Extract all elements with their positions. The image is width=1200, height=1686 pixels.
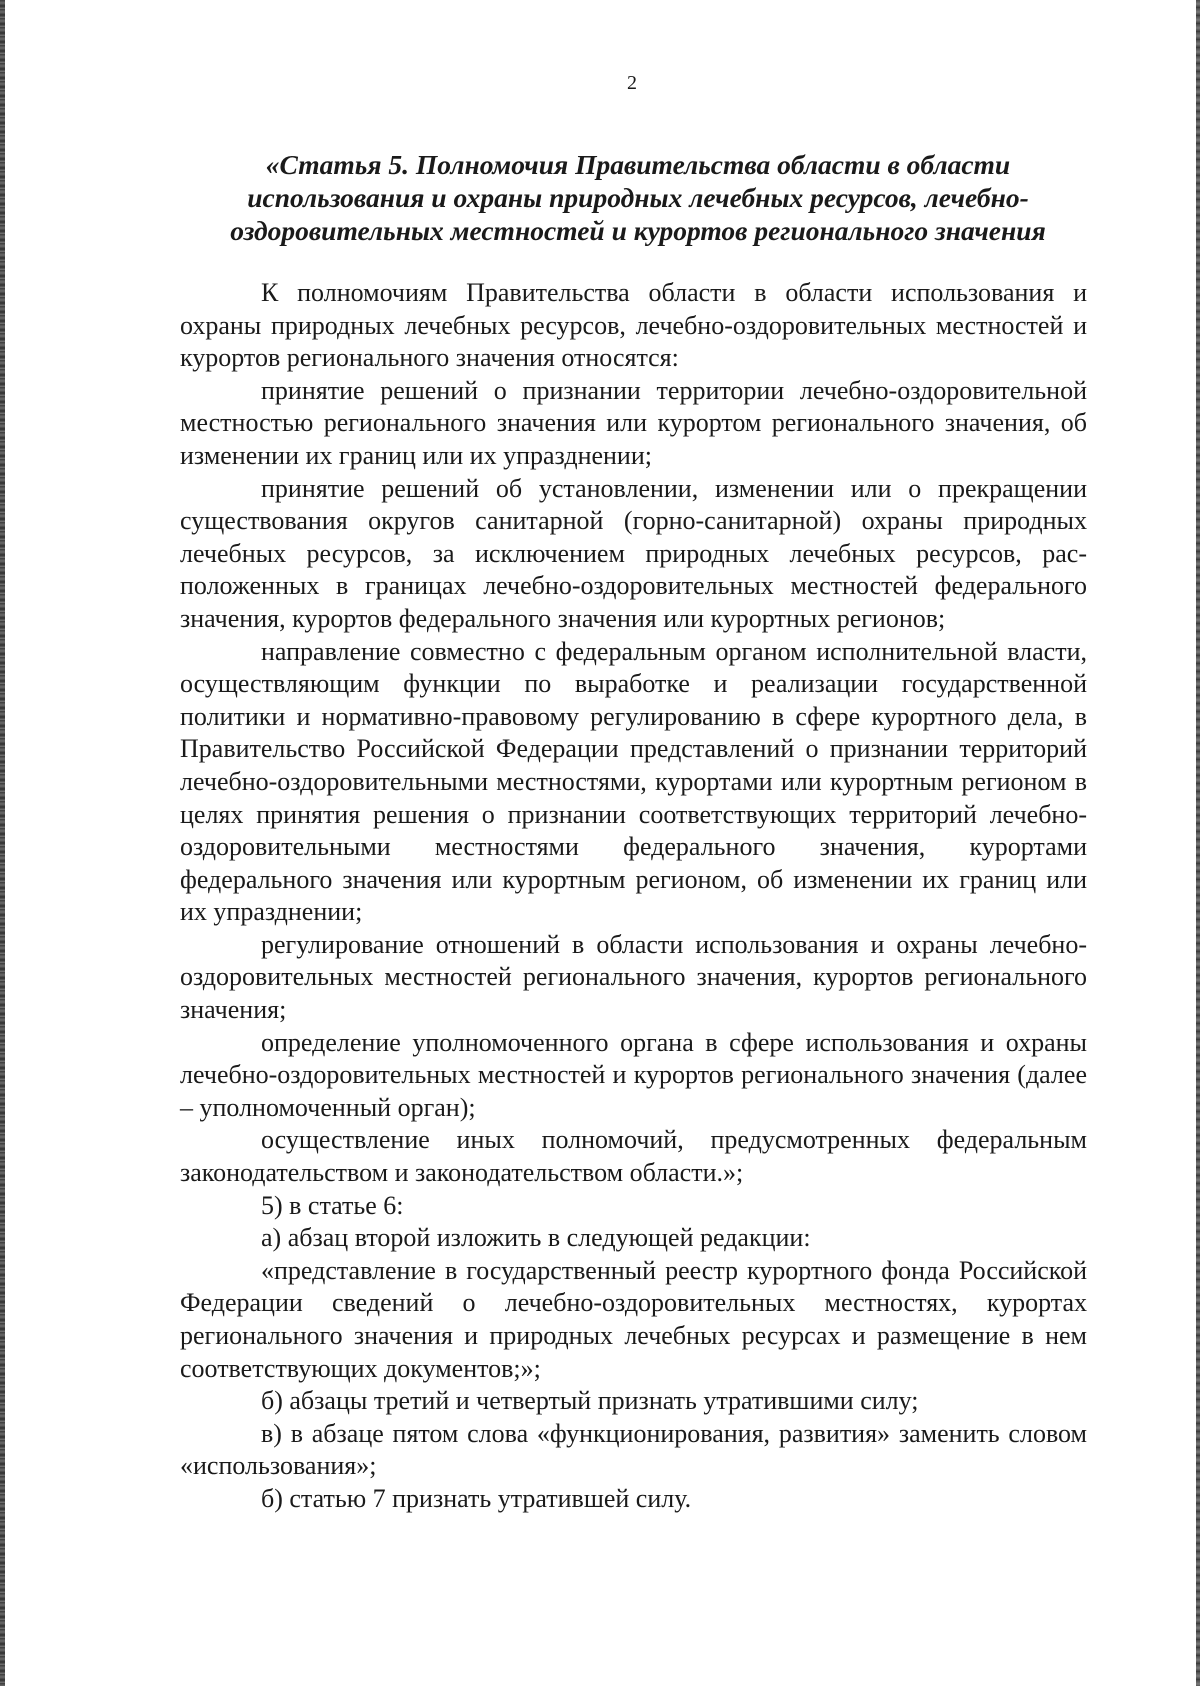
paragraph-item: осуществление иных полномочий, предусмотренных федеральным законодательством и законодательством области.»;: [180, 1125, 1087, 1188]
amendment-subpoint: а) абзац второй изложить в следующей редакции:: [261, 1223, 811, 1253]
scan-border-left: [0, 0, 5, 1686]
article-title: [178, 148, 1098, 247]
paragraph-item: направление совместно с федеральным органом исполнительной власти, осуществляющим функции по выработке и реализации государственной политики и нормативно-правовому регулированию в сфере курортного дела, в Правительство Российской Федерации представлений о признании территорий лечебно-оздоровительными местностями, курортами или курортным регионом в целях принятия решения о признании соответствующих территорий лечебно-оздоровительными местностями федерального значения, курортами федерального значения или курортным регионом, об изменении их границ или их упразднении;: [180, 636, 1087, 927]
amendment-subpoint: б) статью 7 признать утратившей силу.: [261, 1483, 692, 1513]
paragraph-item: определение уполномоченного органа в сфере использования и охраны лечебно-оздоровительных местностей и курортов регионального значения (далее – уполномоченный орган);: [180, 1027, 1087, 1122]
article-title-line: использования и охраны природных лечебных ресурсов, лечебно-: [247, 182, 1029, 213]
amendment-subpoint: б) абзацы третий и четвертый признать утратившими силу;: [261, 1386, 919, 1416]
amendment-subpoint: в) в абзаце пятом слова «функционирования, развития» заменить словом «использования»;: [180, 1418, 1087, 1481]
amendment-quote: «представление в государственный реестр курортного фонда Российской Федерации сведений о лечебно-оздоровительных местностях, курортах регионального значения и природных лечебных ресурсах и размещение в нем соответствующих документов;»;: [180, 1255, 1087, 1383]
page-number: 2: [627, 72, 637, 94]
article-title-line: оздоровительных местностей и курортов регионального значения: [230, 215, 1046, 246]
paragraph-item: принятие решений об установлении, изменении или о прекращении существования округов санитарной (горно-санитарной) охраны природных лечебных ресурсов, за исключением природных лечебных ресурсов, расположенных в границах лечебно-оздоровительных местностей федерального значения, курортов федерального значения или курортных регионов;: [180, 473, 1087, 633]
paragraph-item: регулирование отношений в области использования и охраны лечебно-оздоровительных местностей регионального значения, курортов регионального значения;: [180, 929, 1087, 1025]
article-title-line: «Статья 5. Полномочия Правительства области в области: [265, 149, 1011, 180]
document-body: [180, 277, 1087, 1516]
scan-border-right: [1196, 0, 1200, 1686]
paragraph-item: принятие решений о признании территории лечебно-оздоровительной местностью регионального значения или курортом регионального значения, об изменении их границ или их упразднении;: [180, 375, 1087, 470]
paragraph-intro: К полномочиям Правительства области в области использования и охраны природных лечебных ресурсов, лечебно-оздоровительных местностей и курортов регионального значения относятся:: [180, 278, 1087, 373]
amendment-point: 5) в статье 6:: [261, 1190, 404, 1220]
